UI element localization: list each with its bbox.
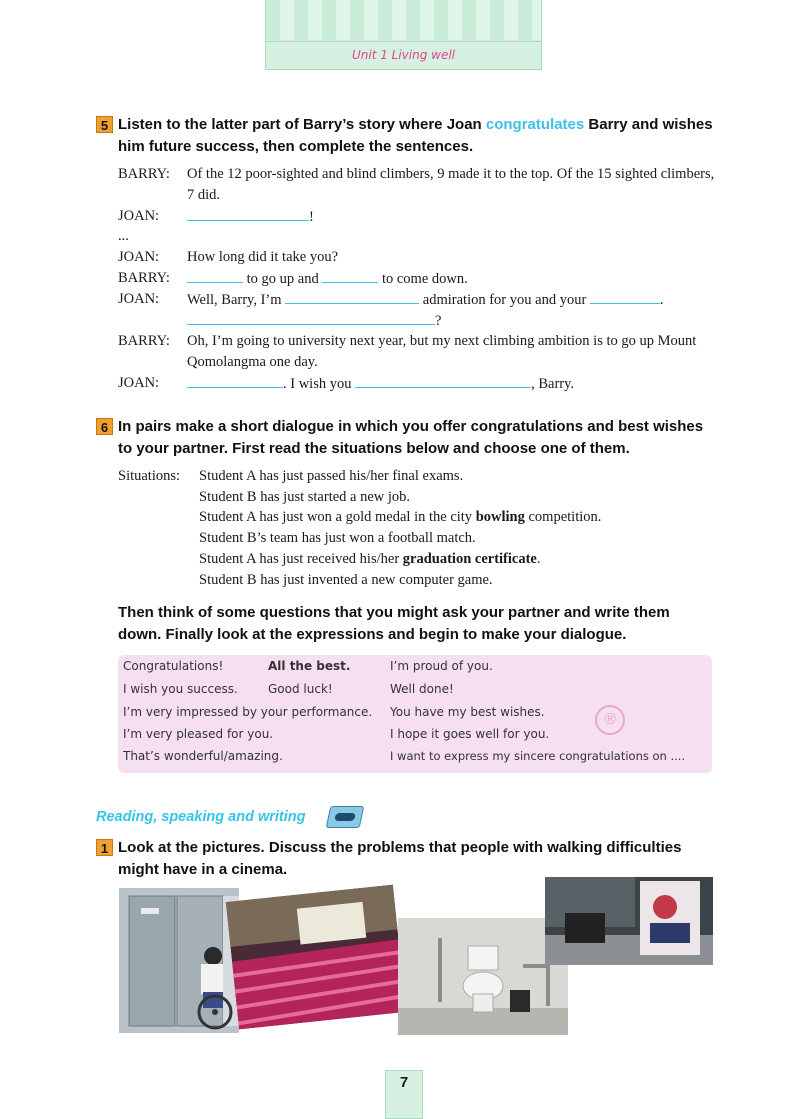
dialogue-line-4b: to come down. [378, 271, 468, 287]
photo-cinema-entrance [545, 877, 713, 965]
dialogue-line-3: How long did it take you? [187, 249, 339, 265]
situation-keyword: bowling [475, 509, 525, 526]
expression: I wish you success. [123, 682, 238, 696]
header-divider [266, 41, 541, 42]
dialogue-ellipsis: ... [118, 228, 129, 244]
blank-input[interactable] [187, 206, 309, 221]
expression: I’m proud of you. [390, 659, 493, 673]
dialogue-line-5a: Well, Barry, I’m [187, 292, 286, 308]
task-6-text: In pairs make a short dialogue in which you offer congratulations and best wishes to your partner. First read the situations below and choose one of them. [118, 418, 704, 457]
header-stripe [266, 0, 541, 40]
situations-label: Situations: [118, 468, 181, 484]
unit-label: Unit 1 Living well [351, 48, 456, 62]
speaker-joan: JOAN: [118, 208, 160, 224]
dialogue-line-6: Oh, I’m going to university next year, but my next climbing ambition is to go up Mount Qomolangma one day. [187, 333, 697, 370]
situation-item [199, 528, 719, 549]
blank-input[interactable] [355, 373, 531, 388]
speaker-barry: BARRY: [118, 166, 170, 182]
task-1-number: 1 [96, 839, 113, 856]
expression: Good luck! [268, 682, 333, 696]
task-6-followup [118, 602, 716, 646]
expression: I’m very pleased for you. [123, 727, 274, 741]
situation-item [199, 570, 719, 591]
task-6-then-text: Then think of some questions that you might ask your partner and write them down. Finally look at the expressions and begin to make your dialogue. [118, 604, 670, 643]
dialogue-line-7b: , Barry. [531, 376, 575, 392]
photo-elevator-wheelchair [119, 888, 239, 1033]
expression: All the best. [268, 659, 351, 673]
blank-input[interactable] [187, 310, 435, 325]
situation-text: Student A has just won a gold medal in the city [199, 509, 476, 526]
task-5-text-pre: Listen to the latter part of Barry’s story where Joan [118, 116, 486, 133]
section-title: Reading, speaking and writing [96, 809, 306, 825]
situation-text: Student A has just passed his/her final exams. [199, 468, 464, 484]
task-6-number: 6 [96, 418, 113, 435]
dialogue-line-1: Of the 12 poor-sighted and blind climbers, 9 made it to the top. Of the 15 sighted climbers, 7 did. [187, 166, 715, 203]
situation-text: Student B has just invented a new computer game. [199, 571, 493, 588]
unit-header-tab [265, 0, 542, 70]
task-5-instruction [96, 114, 716, 158]
dialogue-line-5b: admiration for you and your [419, 292, 590, 308]
situation-item [199, 507, 719, 528]
expression: Well done! [390, 682, 454, 696]
situation-text: Student B has just started a new job. [199, 488, 411, 505]
dialogue-line-2-end: ! [309, 209, 314, 225]
situation-text-end: . [536, 550, 541, 567]
speaker-barry: BARRY: [118, 270, 170, 286]
task-6-instruction [96, 416, 716, 460]
speaker-joan: JOAN: [118, 291, 160, 307]
situation-item [199, 466, 719, 487]
dialogue [118, 164, 718, 394]
situation-item [199, 487, 719, 508]
cassette-icon [326, 806, 365, 828]
situations-list [199, 466, 719, 590]
expression: I want to express my sincere congratulations on .... [390, 749, 686, 763]
task-1-instruction [96, 837, 716, 881]
speaker-joan: JOAN: [118, 375, 160, 391]
speaker-joan: JOAN: [118, 249, 160, 265]
task-1-text: Look at the pictures. Discuss the problems that people with walking difficulties might have in a cinema. [118, 839, 682, 878]
task-5-text-post: Barry and wishes him future success, then complete the sentences. [118, 116, 713, 155]
photo-accessible-toilet [398, 918, 568, 1035]
blank-input[interactable] [187, 268, 243, 283]
situation-text: Student B’s team has just won a football match. [199, 530, 476, 547]
blank-input[interactable] [285, 289, 419, 304]
expression: I hope it goes well for you. [390, 727, 550, 741]
page-number: 7 [399, 1074, 409, 1091]
page-number-box [385, 1070, 423, 1119]
expression: That’s wonderful/amazing. [123, 749, 283, 763]
dialogue-line-5q: ? [435, 313, 442, 329]
expression: I’m very impressed by your performance. [123, 705, 373, 719]
dialogue-line-4a: to go up and [243, 271, 323, 287]
dialogue-line-7a: . I wish you [283, 376, 356, 392]
task-5-number: 5 [96, 116, 113, 133]
expression: You have my best wishes. [390, 705, 545, 719]
situation-text: Student A has just received his/her [199, 550, 403, 567]
blank-input[interactable] [187, 373, 283, 388]
speaker-barry: BARRY: [118, 333, 170, 349]
blank-input[interactable] [590, 289, 660, 304]
situation-item [199, 549, 719, 570]
expression: Congratulations! [123, 659, 224, 673]
dialogue-line-5c: . [659, 292, 664, 308]
blank-input[interactable] [322, 268, 378, 283]
registered-watermark: ® [595, 705, 625, 735]
situation-text-end: competition. [524, 509, 602, 526]
situations-block [118, 466, 718, 596]
task-5-highlight: congratulates [485, 116, 585, 133]
situation-keyword: graduation certificate [402, 550, 537, 567]
photo-cinema-hall [226, 885, 406, 1030]
